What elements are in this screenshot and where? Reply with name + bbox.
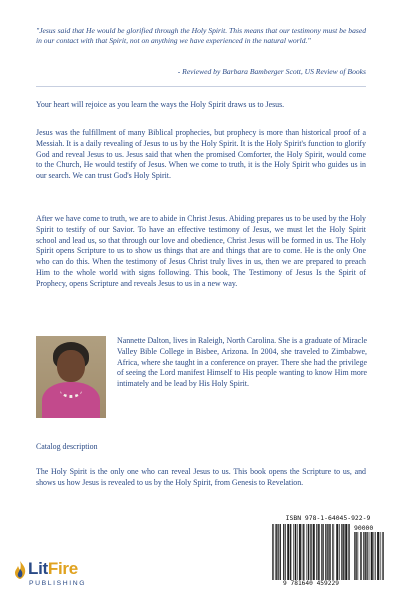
body-paragraph-1: Jesus was the fulfillment of many Biblical prophecies, but prophecy is more than historical proof of a Messiah. It is a daily revealing of Jesus to us by the Holy Spirit. It is the Holy Spirit's function to glorify God and reveal Jesus to us. Jesus said that when the promised Comforter, the Holy Spirit, would come to the Church, He would testify of Jesus. When we come to truth, it is the Holy Spirit who guides us in our search. We can trust God's Holy Spirit. <box>36 128 366 181</box>
isbn-barcode <box>268 514 386 592</box>
body-paragraph-2: After we have come to truth, we are to abide in Christ Jesus. Abiding prepares us to be used by the Holy Spirit to testify of our Savior. To have an effective testimony of Jesus, we must let the Holy Spirit school and lead us, so that through our love and obedience, Christ Jesus will be formed in us. The Holy Spirit opens Scripture to us to show us things that are and things that are to come. He is the only One who can do this. When the testimony of Jesus Christ truly lives in us, then we are prepared to preach Him to the whole world with signs following. This book, The Testimony of Jesus Is the Spirit of Prophecy, opens Scripture and reveals Jesus to us in a new way. <box>36 214 366 288</box>
flame-icon <box>14 561 26 579</box>
catalog-description: The Holy Spirit is the only one who can reveal Jesus to us. This book opens the Scripture to us, and shows us how Jesus is revealed to us by the Holy Spirit, from Genesis to Revelation. <box>36 467 366 487</box>
intro-paragraph: Your heart will rejoice as you learn the ways the Holy Spirit draws us to Jesus. <box>36 100 285 109</box>
barcode-bars-icon <box>272 524 350 580</box>
review-attribution: - Reviewed by Barbara Bamberger Scott, US Review of Books <box>177 67 366 76</box>
author-bio: Nannette Dalton, lives in Raleigh, North Carolina. She is a graduate of Miracle Valley Bible College in Bisbee, Arizona. In 2004, she traveled to Zimbabwe, Africa, where she taught in a conference on prayer. There she had the privilege of seeing the Lord manifest Himself to His people wanting to know Him more intimately and be lead by His Holy Spirit. <box>117 336 367 389</box>
publisher-logo <box>14 559 124 595</box>
barcode-addon-icon <box>354 532 384 580</box>
review-quote: "Jesus said that He would be glorified through the Holy Spirit. This means that our testimony must be based in our contact with that Spirit, not on anything we have experienced in the natural world." <box>36 25 366 46</box>
publisher-subline: PUBLISHING <box>29 580 87 587</box>
catalog-label: Catalog description <box>36 442 98 451</box>
isbn-number: ISBN 978-1-64045-922-9 <box>285 514 371 522</box>
publisher-name: LitFire <box>28 559 78 578</box>
author-photo <box>36 336 106 418</box>
section-divider <box>36 86 366 87</box>
price-code: 90000 <box>354 524 374 532</box>
barcode-digits: 9 781640 459229 <box>283 580 339 587</box>
